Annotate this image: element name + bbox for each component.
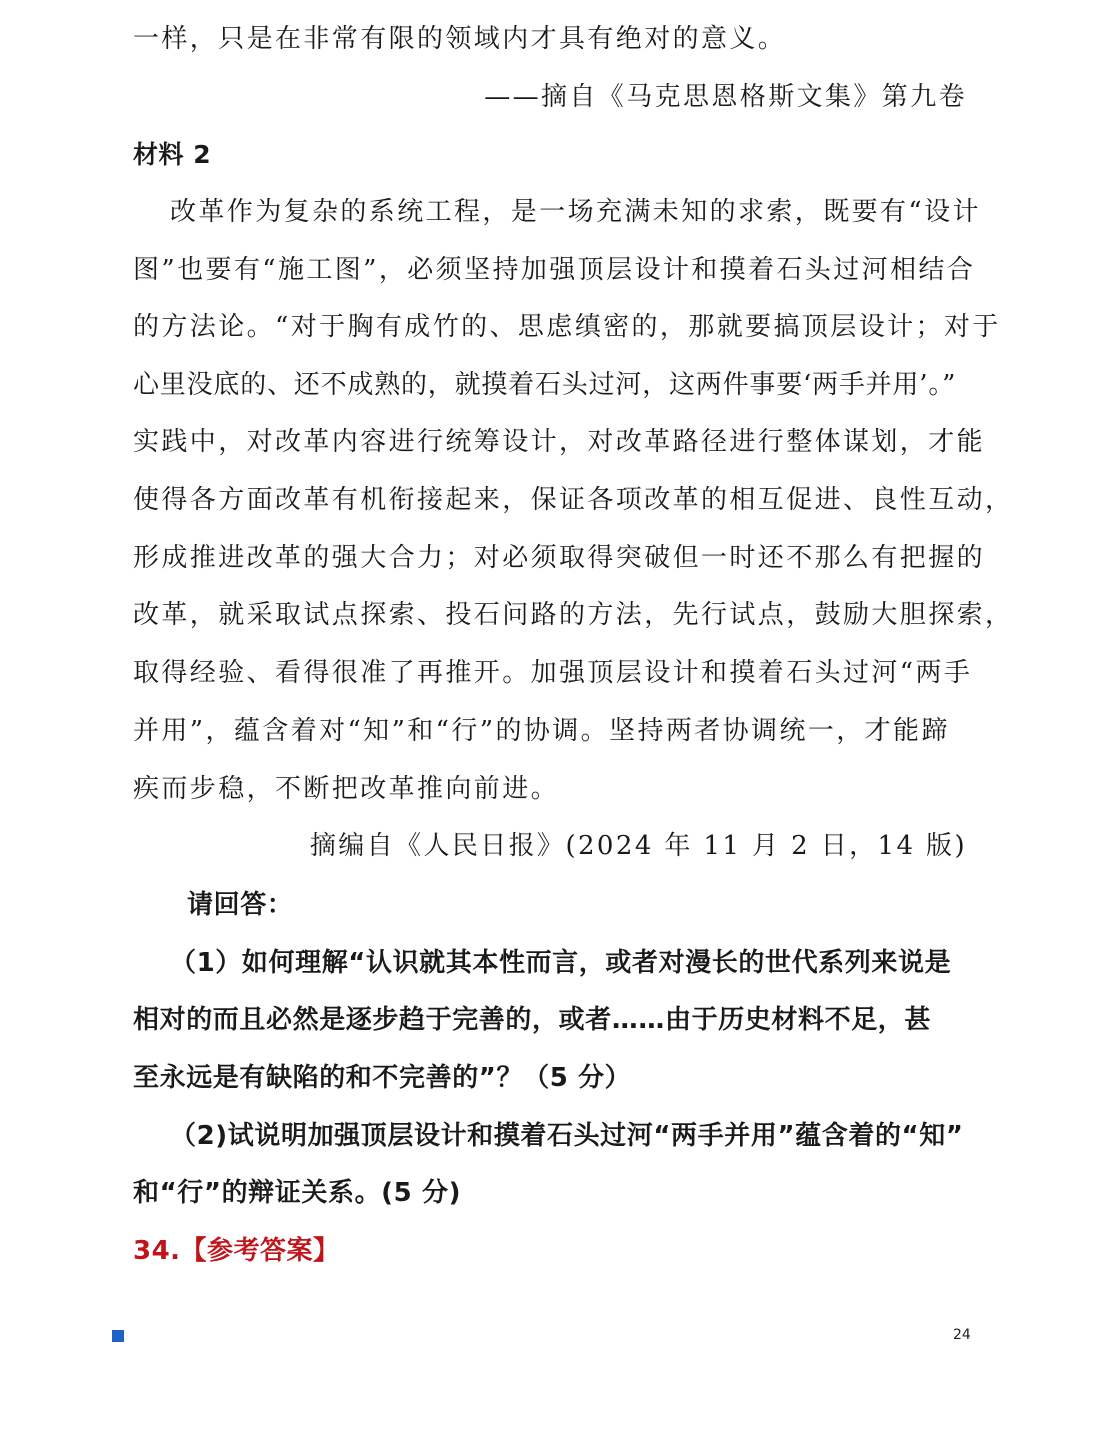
question-1-line: 相对的而且必然是逐步趋于完善的，或者……由于历史材料不足，甚 xyxy=(133,1005,932,1035)
question-2-line: 和“行”的辩证关系。(5 分) xyxy=(133,1178,462,1208)
material1-last-line: 一样，只是在非常有限的领域内才具有绝对的意义。 xyxy=(133,24,787,54)
material2-line: 改革作为复杂的系统工程，是一场充满未知的求索，既要有“设计 xyxy=(170,197,981,227)
material1-source: ——摘自《马克思恩格斯文集》第九卷 xyxy=(484,82,967,112)
material2-line: 的方法论。“对于胸有成竹的、思虑缜密的，那就要搞顶层设计；对于 xyxy=(133,312,1001,342)
material2-line: 改革，就采取试点探索、投石问路的方法，先行试点，鼓励大胆探索， xyxy=(133,600,1014,630)
material2-line: 取得经验、看得很准了再推开。加强顶层设计和摸着石头过河“两手 xyxy=(133,658,973,688)
question-1-line: （1）如何理解“认识就其本性而言，或者对漫长的世代系列来说是 xyxy=(170,948,952,978)
material2-line: 实践中，对改革内容进行统筹设计，对改革路径进行整体谋划，才能 xyxy=(133,427,986,457)
material2-line: 形成推进改革的强大合力；对必须取得突破但一时还不那么有把握的 xyxy=(133,543,986,573)
questions-prompt: 请回答： xyxy=(187,890,294,920)
page-number: 24 xyxy=(953,1327,971,1343)
material2-line: 使得各方面改革有机衔接起来，保证各项改革的相互促进、良性互动， xyxy=(133,485,1014,515)
question-2-line: （2)试说明加强顶层设计和摸着石头过河“两手并用”蕴含着的“知” xyxy=(170,1121,964,1151)
material2-heading: 材料 2 xyxy=(133,140,212,169)
material2-line: 并用”，蕴含着对“知”和“行”的协调。坚持两者协调统一，才能蹄 xyxy=(133,716,950,746)
material2-source: 摘编自《人民日报》(2024 年 11 月 2 日，14 版) xyxy=(309,831,967,861)
material2-line: 疾而步稳，不断把改革推向前进。 xyxy=(133,774,560,804)
page-marker-square xyxy=(112,1330,124,1342)
material2-line: 心里没底的、还不成熟的，就摸着石头过河，这两件事要‘两手并用’。” xyxy=(133,370,957,400)
material2-line: 图”也要有“施工图”，必须坚持加强顶层设计和摸着石头过河相结合 xyxy=(133,255,976,285)
question-1-line: 至永远是有缺陷的和不完善的”？（5 分） xyxy=(133,1063,632,1093)
answer-heading: 34.【参考答案】 xyxy=(133,1236,340,1266)
